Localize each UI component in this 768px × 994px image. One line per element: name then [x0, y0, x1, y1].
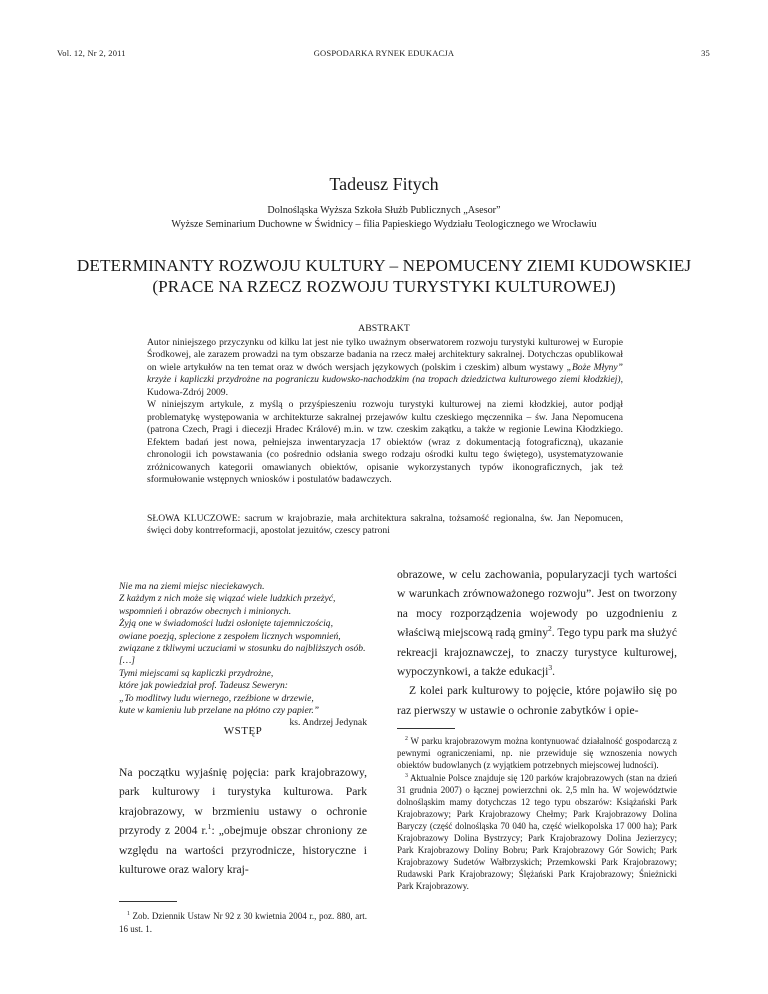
right-column — [397, 565, 677, 892]
epigraph-line: „To modlitwy ludu wiernego, rzeźbione w drzewie, — [119, 692, 314, 704]
body-text: Na początku wyjaśnię pojęcia: park krajobrazowy, park kulturowy i turystyka kulturowa. Park krajobrazowy, w brzmieniu ustawy o ochronie przyrody z 2004 r. — [119, 766, 367, 838]
epigraph-signature: ks. Andrzej Jedynak — [289, 717, 367, 729]
abstract-body — [147, 337, 623, 486]
epigraph-line: owiane poezją, splecione z zespołem licznych wspomnień, — [119, 630, 341, 642]
author-name: Tadeusz Fitych — [329, 174, 439, 194]
epigraph-line: Z każdym z nich może się wiązać wiele ludzkich przeżyć, — [119, 593, 336, 605]
footnotes — [397, 735, 677, 892]
footnote-ref: 3 — [548, 663, 553, 673]
epigraph-line: Żyją one w świadomości ludzi osłonięte tajemniczością, — [119, 618, 333, 630]
title-line-1: DETERMINANTY ROZWOJU KULTURY – NEPOMUCENY ZIEMI KUDOWSKIEJ — [76, 256, 692, 275]
footnote-2 — [397, 735, 677, 771]
body-text: obrazowe, w celu zachowania, popularyzacji tych wartości w warunkach zrównoważonego rozwoju”. Jest on tworzony na mocy rozporządzenia wojewody po uzgodnieniu z właściwą miejscową radą gminy — [397, 568, 677, 640]
epigraph-line: Tymi miejscami są kapliczki przydrożne, — [119, 667, 274, 679]
footnote-number: 2 — [405, 736, 408, 743]
footnote-text: Zob. Dziennik Ustaw Nr 92 z 30 kwietnia 2004 r., poz. 880, art. 16 ust. 1. — [119, 911, 367, 934]
epigraph-line: […] — [119, 655, 135, 667]
affiliation-1: Dolnośląska Wyższa Szkoła Służb Publicznych „Asesor” — [267, 205, 501, 216]
footnote-1 — [119, 910, 367, 934]
body-paragraph: Z kolei park kulturowy to pojęcie, które pojawiło się po raz pierwszy w ustawie o ochronie zabytków i opie- — [397, 684, 677, 717]
abstract-heading: ABSTRAKT — [358, 323, 410, 334]
body-text: : „obejmuje obszar chroniony ze względu na wartości przyrodnicze, historyczne i kulturowe oraz walory kraj- — [119, 824, 367, 877]
footnote-number: 3 — [405, 772, 408, 779]
left-column — [119, 763, 367, 935]
footnote-rule — [119, 901, 177, 902]
title-line-2: (PRACE NA RZECZ ROZWOJU TURYSTYKI KULTUROWEJ) — [152, 277, 616, 296]
footnote-number: 1 — [127, 911, 130, 918]
epigraph-line: Nie ma na ziemi miejsc nieciekawych. — [119, 581, 265, 592]
epigraph-line: związane z tkliwymi uczuciami w stosunku do najbliższych osób. — [119, 643, 366, 655]
footnote-ref: 1 — [207, 822, 212, 832]
footnote-text: W parku krajobrazowym można kontynuować działalność gospodarczą z pewnymi ograniczeniami, np. nie przewiduje się wznoszenia nowych obiektów budowlanych (z wyjątkiem potrzebnych miejscowej ludności). — [397, 736, 677, 771]
page-number: 35 — [701, 48, 710, 58]
abstract-text: Autor niniejszego przyczynku od kilku lat jest nie tylko uważnym obserwatorem rozwoju turystyki kulturowej w Europie Środkowej, ale zarazem prowadzi na tym obszarze badania na rzecz małej architektury sakralnej. Dotychczas opublikował on wiele artykułów na ten temat oraz w dwóch wersjach językowych (polskim i czeskim) album wystawy — [147, 337, 623, 373]
footnote-3 — [397, 772, 677, 893]
footnote-ref: 2 — [548, 624, 552, 634]
section-heading: WSTĘP — [223, 725, 263, 737]
body-text: . — [552, 665, 555, 679]
running-header-volume: Vol. 12, Nr 2, 2011 — [57, 48, 126, 58]
footnote-rule — [397, 728, 455, 729]
keywords: SŁOWA KLUCZOWE: sacrum w krajobrazie, mała architektura sakralna, tożsamość regionalna, św. Jan Nepomucen, święci doby kontrreformacji, apostolat jezuitów, czescy patroni — [147, 513, 623, 537]
abstract-paragraph-2: W niniejszym artykule, z myślą o przyśpieszeniu rozwoju turystyki kulturowej na ziemi kłodzkiej, autor podjął problematykę występowania w architekturze sakralnej przejawów kultu czeskiego męczennika – św. Jana Nepomucena (patrona Czech, Pragi i diecezji Hradec Králové) m.in. w tzw. czeskim zakątku, a także w regionie Lewina Kłodzkiego. Efektem badań jest nowa, pełniejsza inwentaryzacja 17 obiektów (wraz z dokumentacją fotograficzną), ukazanie chronologii ich powstawania (co pośrednio odsłania swego rodzaju ośrodki kultu tego świętego), usystematyzowanie zróżnicowanych kategorii omawianych obiektów, opisanie wykorzystanych typów ikonograficznych, jak też sformułowanie wstępnych wniosków i postulatów badawczych. — [147, 399, 623, 485]
album-title: „Boże Młyny” krzyże i kapliczki przydrożne na pograniczu kudowsko-nachodzkim (na tropach dziedzictwa kulturowego ziemi kłodzkiej) — [147, 361, 623, 386]
epigraph-line: wspomnień i obrazów obecnych i minionych. — [119, 605, 292, 617]
abstract-text: , Kudowa-Zdrój 2009. — [147, 374, 623, 398]
epigraph — [119, 581, 367, 730]
body-paragraph — [119, 763, 367, 879]
footnote-text: Aktualnie Polsce znajduje się 120 parków krajobrazowych (stan na dzień 31 grudnia 2007) o łącznej powierzchni ok. 2,5 mln ha. W województwie dolnośląskim mamy dotychczas 12 tego typu obszarów: Książański Park Krajobrazowy; Park Krajobrazowy Chełmy; Park Krajobrazowy Dolina Baryczy (część dolnośląska 70 040 ha, część wielkopolska 17 000 ha); Park Krajobrazowy Dolina Bystrzycy; Park Krajobrazowy Dolina Jezierzycy; Park Krajobrazowy Doliny Bobru; Park Krajobrazowy Gór Sowich; Park Krajobrazowy Sudetów Wałbrzyskich; Przemkowski Park Krajobrazowy; Rudawski Park Krajobrazowy; Ślężański Park Krajobrazowy; Śnieżnicki Park Krajobrazowy. — [397, 772, 677, 892]
epigraph-line: kute w kamieniu lub przelane na płótno czy papier.” — [119, 705, 320, 717]
epigraph-line: które jak powiedział prof. Tadeusz Seweryn: — [119, 680, 288, 692]
abstract-paragraph-1 — [147, 337, 623, 399]
affiliation-2: Wyższe Seminarium Duchowne w Świdnicy – filia Papieskiego Wydziału Teologicznego we Wrocławiu — [171, 219, 597, 230]
body-paragraph — [397, 565, 677, 681]
body-text: . Tego typu park ma służyć rekreacji krajoznawczej, to znaczy turystyce kulturowej, wypoczynkowi, a także edukacji — [397, 626, 677, 679]
running-header-journal: GOSPODARKA RYNEK EDUKACJA — [313, 48, 455, 58]
